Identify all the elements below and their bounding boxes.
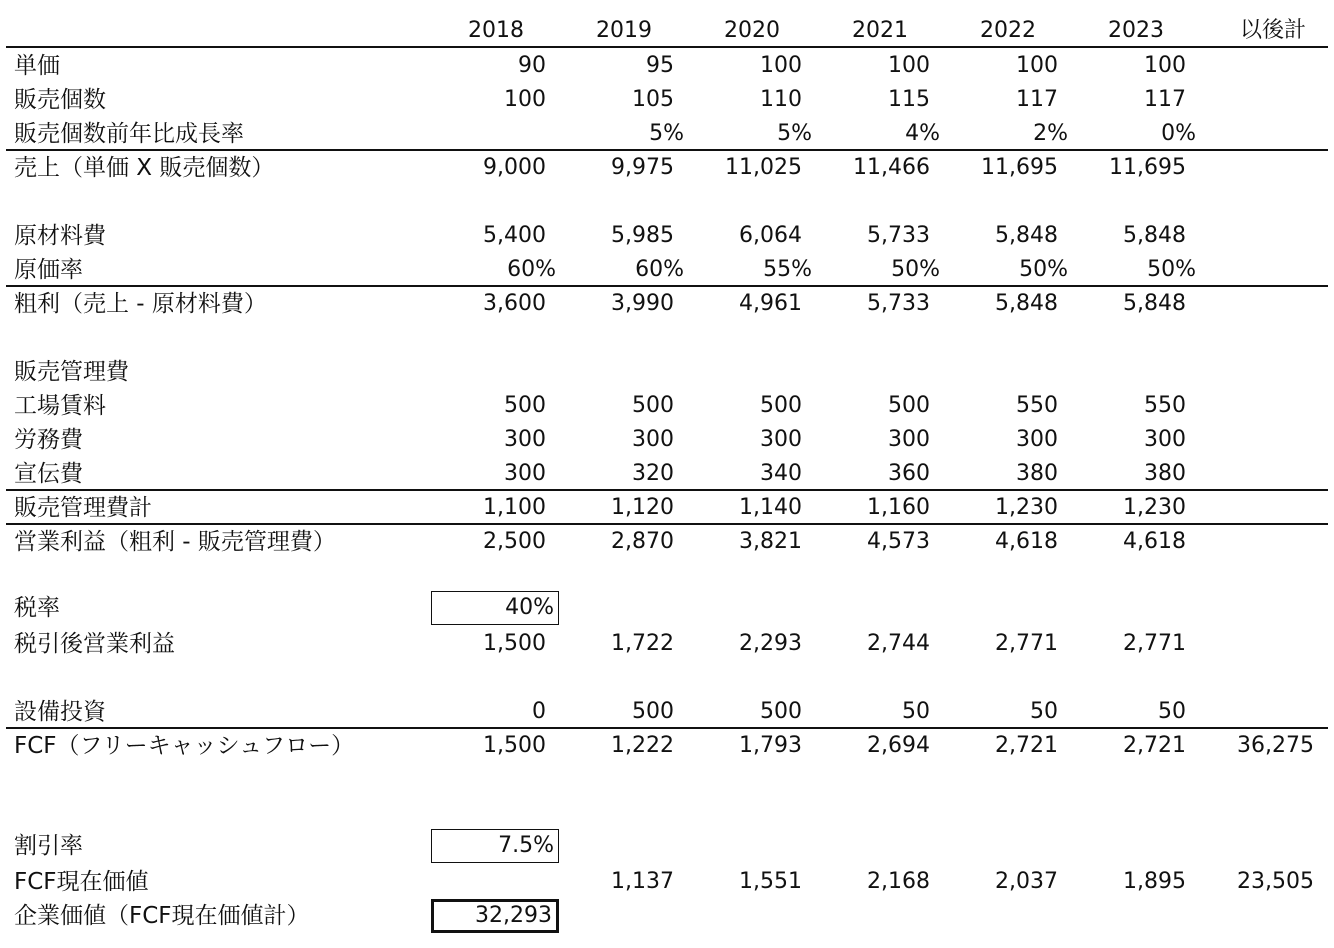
cell-2019: 320 xyxy=(632,461,674,486)
cell-2022: 2,037 xyxy=(995,869,1058,894)
row-label: 販売管理費 xyxy=(14,359,129,385)
cell-2021: 4,573 xyxy=(867,529,930,554)
row-sales-units xyxy=(0,83,1334,117)
cell-2020: 11,025 xyxy=(725,155,802,180)
cell-2022: 2% xyxy=(1033,121,1068,146)
row-fcf xyxy=(0,729,1334,763)
row-label: 販売管理費計 xyxy=(14,495,152,521)
row-units-growth xyxy=(0,117,1334,151)
cell-2018: 1,500 xyxy=(483,733,546,758)
row-label: 税引後営業利益 xyxy=(14,631,175,657)
row-tax-rate xyxy=(0,591,1334,625)
row-label: 原材料費 xyxy=(14,223,106,249)
row-label: 労務費 xyxy=(14,427,83,453)
cell-2019: 1,137 xyxy=(611,869,674,894)
row-label: 税率 xyxy=(14,595,60,621)
cell-2020: 3,821 xyxy=(739,529,802,554)
cell-2023: 300 xyxy=(1144,427,1186,452)
row-enterprise-value xyxy=(0,899,1334,933)
cell-2018: 9,000 xyxy=(483,155,546,180)
cell-2023: 50% xyxy=(1147,257,1196,282)
cell-2019: 1,722 xyxy=(611,631,674,656)
cell-2020: 55% xyxy=(763,257,812,282)
cell-2020: 1,793 xyxy=(739,733,802,758)
row-label: 売上（単価 X 販売個数） xyxy=(14,155,275,181)
cell-2019: 60% xyxy=(635,257,684,282)
cell-2021: 100 xyxy=(888,53,930,78)
row-label: 粗利（売上 - 原材料費） xyxy=(14,291,267,317)
cell-2023: 1,230 xyxy=(1123,495,1186,520)
header-terminal: 以後計 xyxy=(1239,18,1306,43)
row-sales xyxy=(0,151,1334,185)
row-materials xyxy=(0,219,1334,253)
cell-2020: 300 xyxy=(760,427,802,452)
cell-2022: 380 xyxy=(1016,461,1058,486)
cell-2022: 50% xyxy=(1019,257,1068,282)
row-label: 宣伝費 xyxy=(14,461,83,487)
header-year-2021: 2021 xyxy=(852,18,908,43)
cell-2018: 5,400 xyxy=(483,223,546,248)
cell-2023: 2,771 xyxy=(1123,631,1186,656)
row-capex xyxy=(0,695,1334,729)
cell-2019: 1,222 xyxy=(611,733,674,758)
cell-2019: 95 xyxy=(646,53,674,78)
cell-2020: 100 xyxy=(760,53,802,78)
cell-2019: 500 xyxy=(632,393,674,418)
cell-2018: 1,500 xyxy=(483,631,546,656)
cell-2020: 500 xyxy=(760,393,802,418)
cell-2021: 300 xyxy=(888,427,930,452)
header-year-2018: 2018 xyxy=(468,18,524,43)
cell-2023: 5,848 xyxy=(1123,291,1186,316)
cell-2021: 2,694 xyxy=(867,733,930,758)
cell-2020: 110 xyxy=(760,87,802,112)
cell-2023: 11,695 xyxy=(1109,155,1186,180)
cell-2018: 60% xyxy=(507,257,556,282)
row-gross-profit xyxy=(0,287,1334,321)
cell-2020: 340 xyxy=(760,461,802,486)
cell-2021: 2,744 xyxy=(867,631,930,656)
row-label: 販売個数 xyxy=(14,87,106,113)
cell-2018: 100 xyxy=(504,87,546,112)
cell-2021: 1,160 xyxy=(867,495,930,520)
cell-2022: 1,230 xyxy=(995,495,1058,520)
cell-2019: 105 xyxy=(632,87,674,112)
cell-2022: 117 xyxy=(1016,87,1058,112)
row-label: FCF（フリーキャッシュフロー） xyxy=(14,733,355,759)
cell-2023: 1,895 xyxy=(1123,869,1186,894)
cell-2023: 550 xyxy=(1144,393,1186,418)
cell-2019: 300 xyxy=(632,427,674,452)
row-label: FCF現在価値 xyxy=(14,869,149,895)
cell-2020: 500 xyxy=(760,699,802,724)
cell-2020: 1,140 xyxy=(739,495,802,520)
cell-2023: 50 xyxy=(1158,699,1186,724)
cell-2023: 0% xyxy=(1161,121,1196,146)
row-label: 企業価値（FCF現在価値計） xyxy=(14,903,310,929)
cell-2022: 5,848 xyxy=(995,223,1058,248)
cell-2019: 3,990 xyxy=(611,291,674,316)
row-label: 原価率 xyxy=(14,257,83,283)
row-label: 販売個数前年比成長率 xyxy=(14,121,244,147)
cell-2021: 4% xyxy=(905,121,940,146)
cell-2018: 1,100 xyxy=(483,495,546,520)
cell-2023: 100 xyxy=(1144,53,1186,78)
cell-2021: 115 xyxy=(888,87,930,112)
tax-rate-input-cell[interactable]: 40% xyxy=(431,591,559,625)
row-fcf-pv xyxy=(0,865,1334,899)
enterprise-value-cell[interactable]: 32,293 xyxy=(431,899,559,933)
cell-2021: 50% xyxy=(891,257,940,282)
cell-terminal: 36,275 xyxy=(1237,733,1314,758)
header-year-2019: 2019 xyxy=(596,18,652,43)
cell-2023: 2,721 xyxy=(1123,733,1186,758)
row-label: 単価 xyxy=(14,53,60,79)
header-year-2023: 2023 xyxy=(1108,18,1164,43)
cell-2021: 11,466 xyxy=(853,155,930,180)
cell-2022: 550 xyxy=(1016,393,1058,418)
cell-2019: 1,120 xyxy=(611,495,674,520)
cell-2023: 4,618 xyxy=(1123,529,1186,554)
row-cost-ratio xyxy=(0,253,1334,287)
cell-2018: 0 xyxy=(532,699,546,724)
header-year-2022: 2022 xyxy=(980,18,1036,43)
cell-terminal: 23,505 xyxy=(1237,869,1314,894)
cell-2021: 360 xyxy=(888,461,930,486)
cell-2022: 100 xyxy=(1016,53,1058,78)
cell-2022: 11,695 xyxy=(981,155,1058,180)
cell-2018: 300 xyxy=(504,427,546,452)
cell-2018: 2,500 xyxy=(483,529,546,554)
cell-2018: 500 xyxy=(504,393,546,418)
row-discount-rate xyxy=(0,829,1334,863)
cell-2022: 2,721 xyxy=(995,733,1058,758)
row-label: 設備投資 xyxy=(14,699,106,725)
cell-2022: 2,771 xyxy=(995,631,1058,656)
cell-2019: 5,985 xyxy=(611,223,674,248)
cell-2021: 5,733 xyxy=(867,291,930,316)
cell-2019: 9,975 xyxy=(611,155,674,180)
cell-2021: 5,733 xyxy=(867,223,930,248)
cell-2023: 380 xyxy=(1144,461,1186,486)
discount-rate-input-cell[interactable]: 7.5% xyxy=(431,829,559,863)
cell-2021: 50 xyxy=(902,699,930,724)
cell-2023: 117 xyxy=(1144,87,1186,112)
cell-2019: 5% xyxy=(649,121,684,146)
row-label: 工場賃料 xyxy=(14,393,106,419)
cell-2023: 5,848 xyxy=(1123,223,1186,248)
row-operating-profit xyxy=(0,525,1334,559)
cell-2022: 5,848 xyxy=(995,291,1058,316)
cell-2022: 4,618 xyxy=(995,529,1058,554)
cell-2020: 4,961 xyxy=(739,291,802,316)
cell-2022: 300 xyxy=(1016,427,1058,452)
cell-2018: 3,600 xyxy=(483,291,546,316)
row-after-tax-op xyxy=(0,627,1334,661)
header-year-2020: 2020 xyxy=(724,18,780,43)
cell-2020: 1,551 xyxy=(739,869,802,894)
cell-2018: 90 xyxy=(518,53,546,78)
header-divider xyxy=(6,46,1328,48)
cell-2019: 500 xyxy=(632,699,674,724)
cell-2018: 300 xyxy=(504,461,546,486)
cell-2022: 50 xyxy=(1030,699,1058,724)
cell-2019: 2,870 xyxy=(611,529,674,554)
row-sga-heading xyxy=(0,355,1334,389)
row-sga-total xyxy=(0,491,1334,525)
row-unit-price xyxy=(0,49,1334,83)
cell-2020: 5% xyxy=(777,121,812,146)
row-labor xyxy=(0,423,1334,457)
cell-2021: 2,168 xyxy=(867,869,930,894)
cell-2020: 6,064 xyxy=(739,223,802,248)
row-advertising xyxy=(0,457,1334,491)
row-label: 割引率 xyxy=(14,833,83,859)
row-label: 営業利益（粗利 - 販売管理費） xyxy=(14,529,336,555)
row-factory-rent xyxy=(0,389,1334,423)
cell-2021: 500 xyxy=(888,393,930,418)
cell-2020: 2,293 xyxy=(739,631,802,656)
